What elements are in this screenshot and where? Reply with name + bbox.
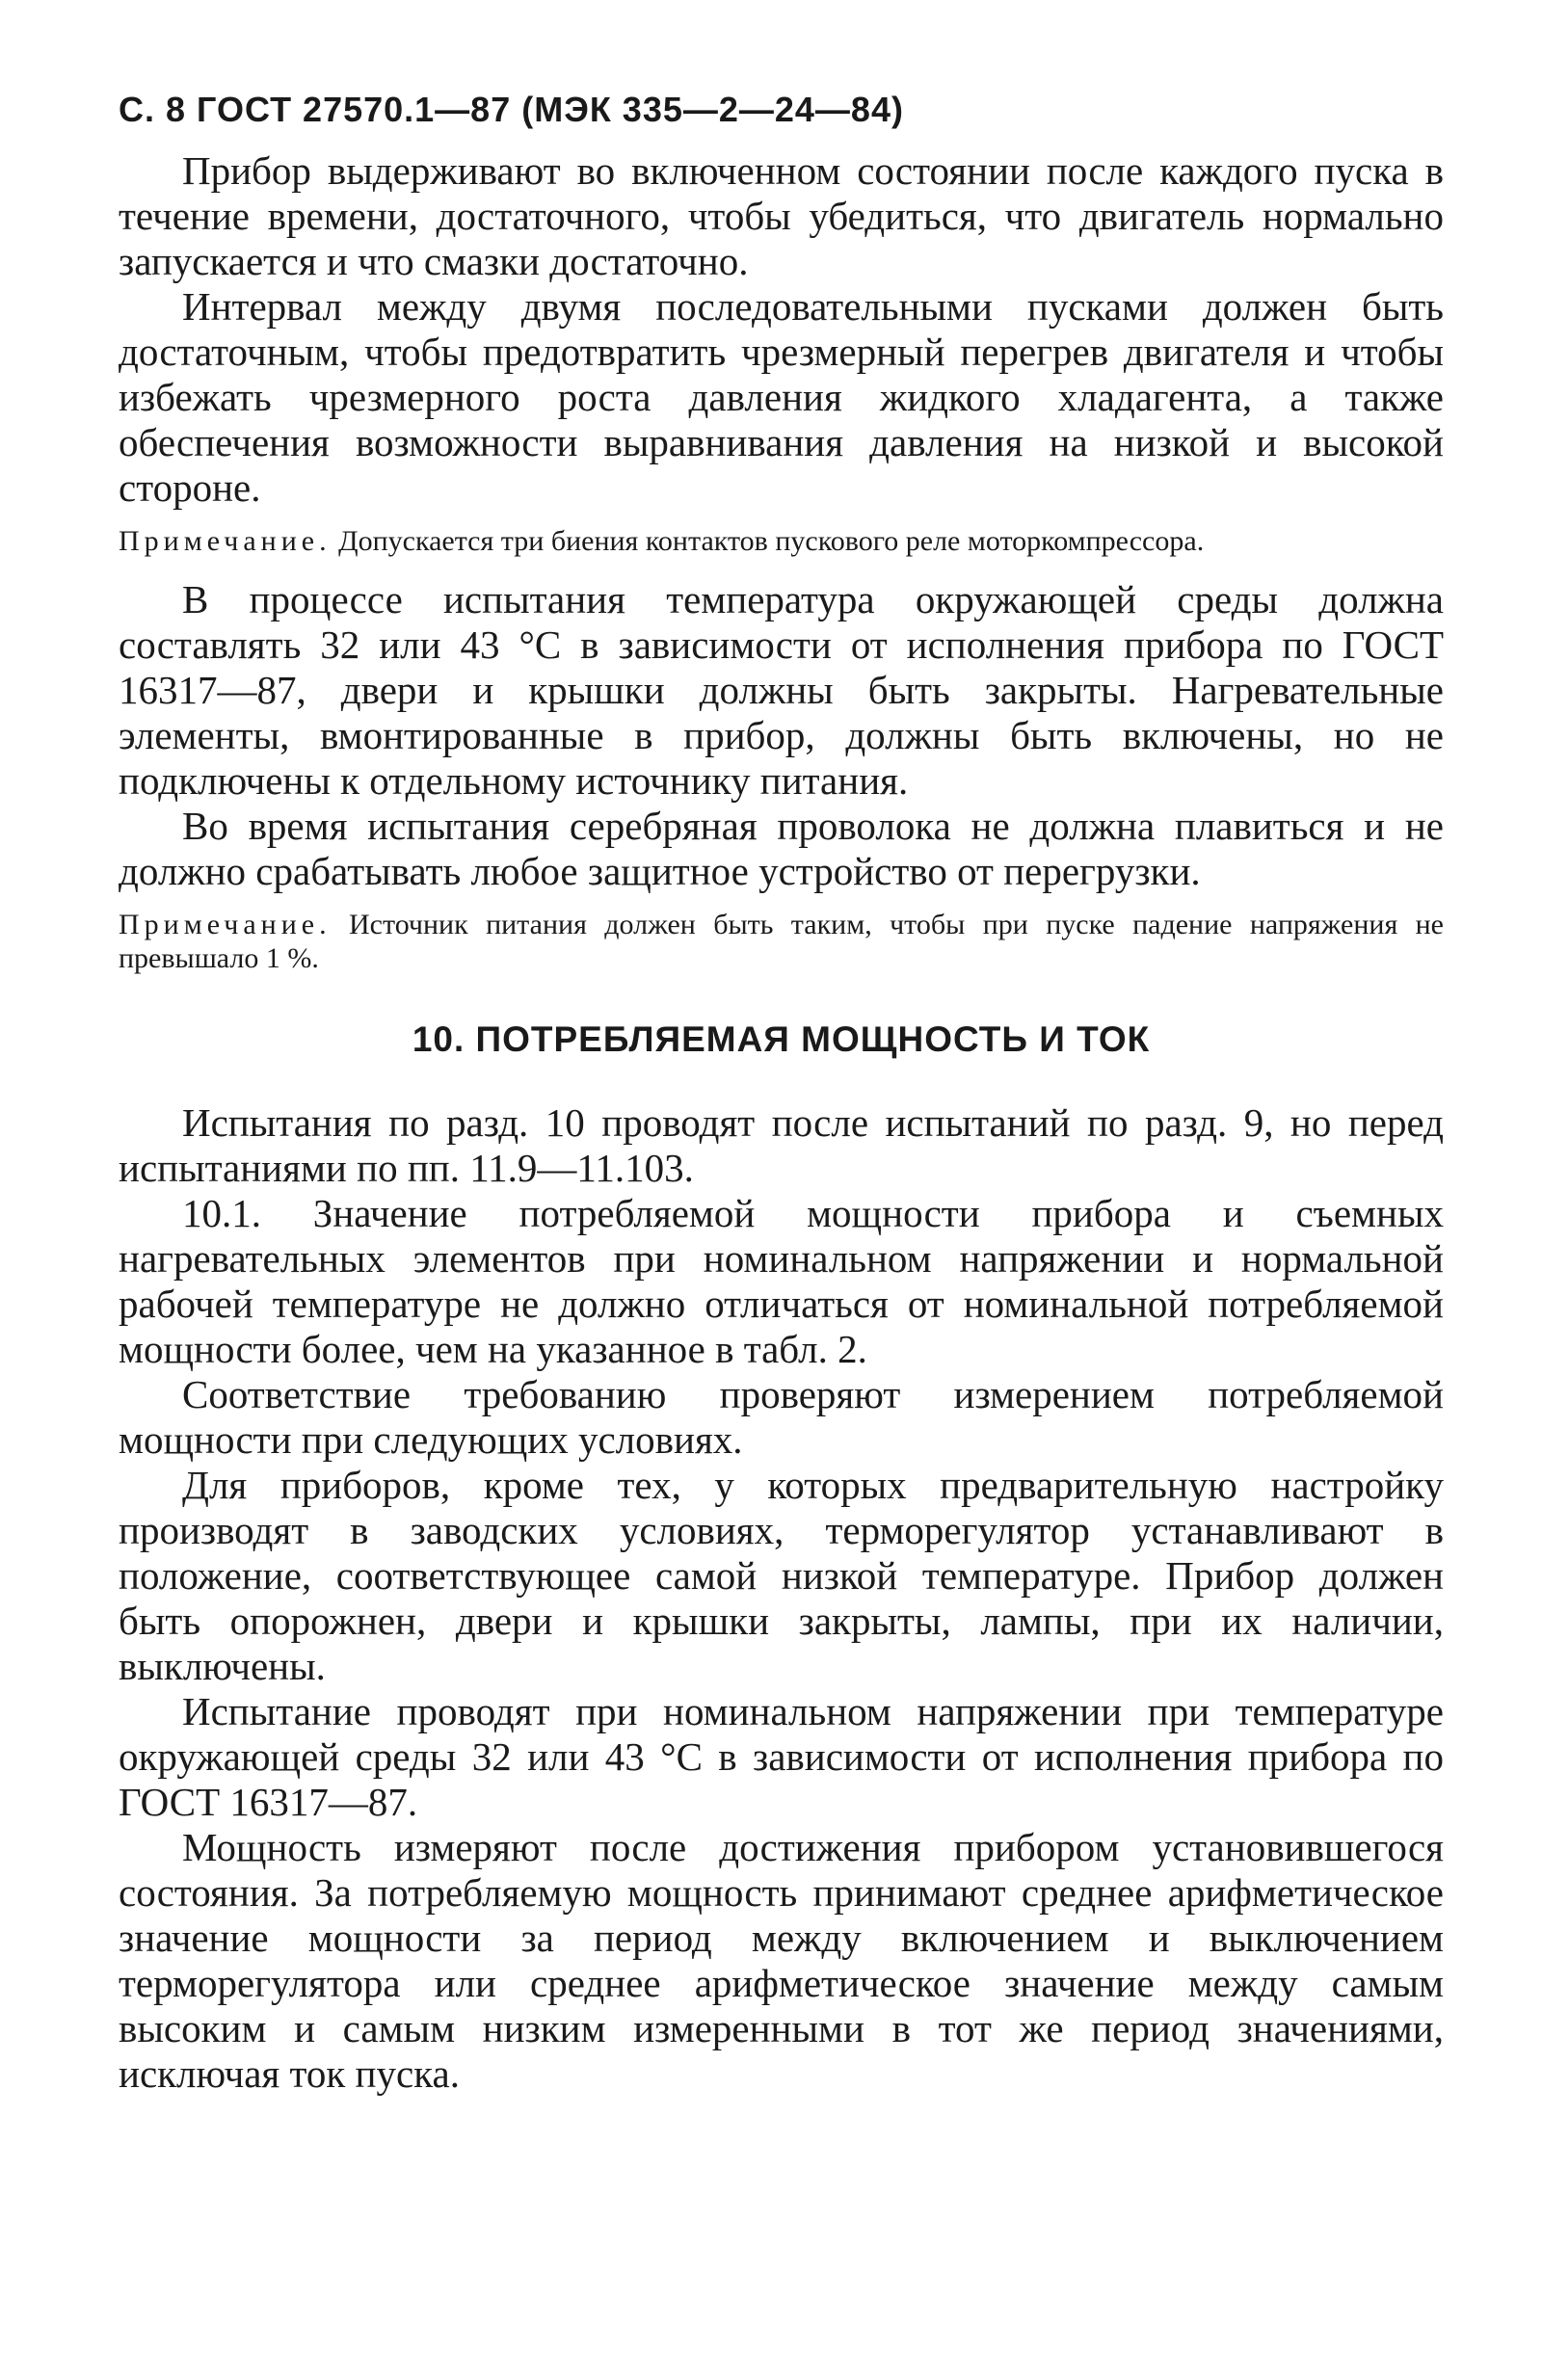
paragraph-ambient-temperature: В процессе испытания температура окружающей среды должна составлять 32 или 43 °С в зависимости от исполнения прибора по ГОСТ 16317—87, двери и крышки должны быть закрыты. Нагревательные элементы, вмонтированные в прибор, должны быть включены, но не подключены к отдельному источнику питания. bbox=[119, 577, 1444, 803]
paragraph-power-measurement: Мощность измеряют после достижения прибором установившегося состояния. За потребляемую мощность принимают среднее арифметическое значение мощности за период между включением и выключением терморегулятора или среднее арифметическое значение между самым высоким и самым низким измеренными в тот же период значениями, исключая ток пуска. bbox=[119, 1825, 1444, 2096]
note-contact-bounce bbox=[119, 524, 1444, 558]
paragraph-startup-hold: Прибор выдерживают во включенном состоянии после каждого пуска в течение времени, достаточного, чтобы убедиться, что двигатель нормально запускается и что смазки достаточно. bbox=[119, 148, 1444, 283]
paragraph-start-interval: Интервал между двумя последовательными пусками должен быть достаточным, чтобы предотвратить чрезмерный перегрев двигателя и чтобы избежать чрезмерного роста давления жидкого хладагента, а также обеспечения возможности выравнивания давления на низкой и высокой стороне. bbox=[119, 284, 1444, 510]
note-label: Примечание. bbox=[119, 525, 332, 557]
paragraph-thermostat-setting: Для приборов, кроме тех, у которых предварительную настройку производят в заводских условиях, терморегулятор устанавливают в положение, соответствующее самой низкой температуре. Прибор должен быть опорожнен, двери и крышки закрыты, лампы, при их наличии, выключены. bbox=[119, 1463, 1444, 1688]
note-text: Источник питания должен быть таким, чтобы при пуске падение напряжения не превышало 1 %. bbox=[119, 909, 1444, 974]
paragraph-silver-wire: Во время испытания серебряная проволока не должна плавиться и не должно срабатывать любое защитное устройство от перегрузки. bbox=[119, 804, 1444, 893]
running-head: С. 8 ГОСТ 27570.1—87 (МЭК 335—2—24—84) bbox=[119, 90, 904, 129]
section-heading: 10. ПОТРЕБЛЯЕМАЯ МОЩНОСТЬ И ТОК bbox=[412, 1019, 1151, 1059]
paragraph-test-order: Испытания по разд. 10 проводят после испытаний по разд. 9, но перед испытаниями по пп. 11.9—11.103. bbox=[119, 1100, 1444, 1190]
note-label: Примечание. bbox=[119, 909, 332, 940]
note-text: Допускается три биения контактов пускового реле моторкомпрессора. bbox=[338, 525, 1205, 557]
note-voltage-drop bbox=[119, 908, 1444, 975]
document-page bbox=[119, 79, 1444, 2097]
paragraph-clause-10-1: 10.1. Значение потребляемой мощности прибора и съемных нагревательных элементов при номинальном напряжении и нормальной рабочей температуре не должно отличаться от номинальной потребляемой мощности более, чем на указанное в табл. 2. bbox=[119, 1191, 1444, 1371]
paragraph-compliance-check: Соответствие требованию проверяют измерением потребляемой мощности при следующих условиях. bbox=[119, 1372, 1444, 1462]
paragraph-test-conditions: Испытание проводят при номинальном напряжении при температуре окружающей среды 32 или 43 °С в зависимости от исполнения прибора по ГОСТ 16317—87. bbox=[119, 1689, 1444, 1824]
